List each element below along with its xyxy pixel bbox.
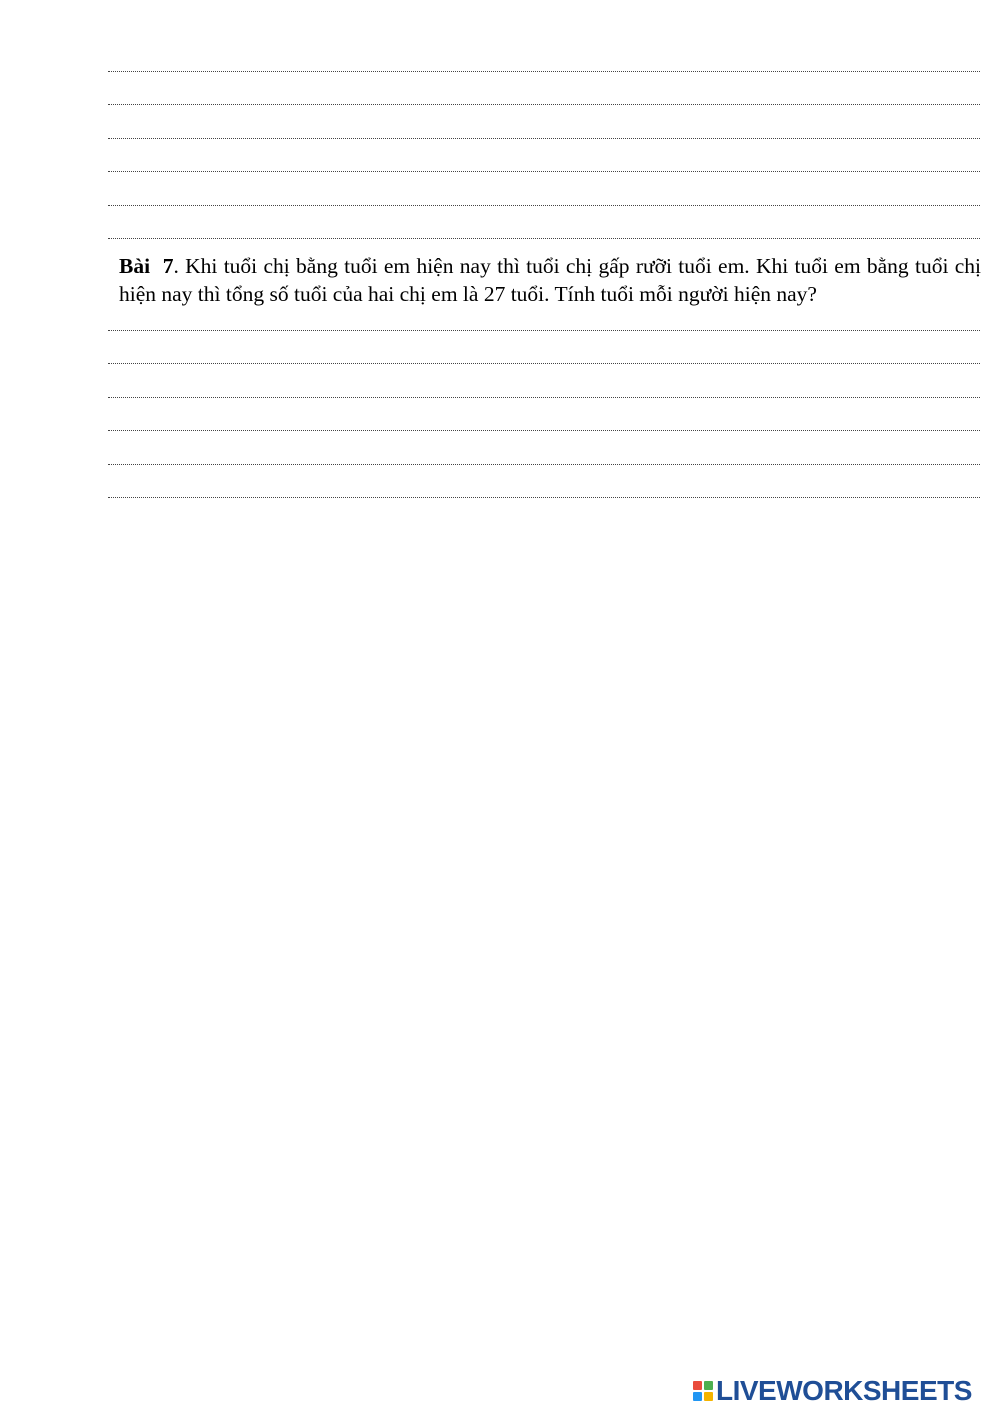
exercise-label: Bài 7 xyxy=(119,254,174,278)
answer-line-top-1 xyxy=(108,71,980,72)
answer-line-top-3 xyxy=(108,138,980,139)
answer-line-top-5 xyxy=(108,205,980,206)
answer-line-top-4 xyxy=(108,171,980,172)
answer-line-4[interactable] xyxy=(108,430,980,431)
logo-square-yellow xyxy=(704,1392,713,1401)
logo-square-blue xyxy=(693,1392,702,1401)
logo-square-red xyxy=(693,1381,702,1390)
answer-line-3[interactable] xyxy=(108,397,980,398)
brand-name: LIVEWORKSHEETS xyxy=(716,1375,972,1406)
logo-square-green xyxy=(704,1381,713,1390)
answer-line-6[interactable] xyxy=(108,497,980,498)
exercise-text: . Khi tuổi chị bằng tuổi em hiện nay thì tuổi chị gấp rưỡi tuổi em. Khi tuổi em bằng tuổi chị hiện nay thì tổng số tuổi của hai chị em là 27 tuổi. Tính tuổi mỗi người hiện nay? xyxy=(119,254,981,306)
liveworksheets-brand xyxy=(693,1376,972,1406)
answer-line-top-2 xyxy=(108,104,980,105)
liveworksheets-logo-icon xyxy=(693,1381,713,1401)
exercise-number: 7 xyxy=(162,254,174,278)
exercise-7 xyxy=(119,252,981,308)
answer-line-1[interactable] xyxy=(108,330,980,331)
answer-line-2[interactable] xyxy=(108,363,980,364)
answer-line-top-6 xyxy=(108,238,980,239)
answer-line-5[interactable] xyxy=(108,464,980,465)
